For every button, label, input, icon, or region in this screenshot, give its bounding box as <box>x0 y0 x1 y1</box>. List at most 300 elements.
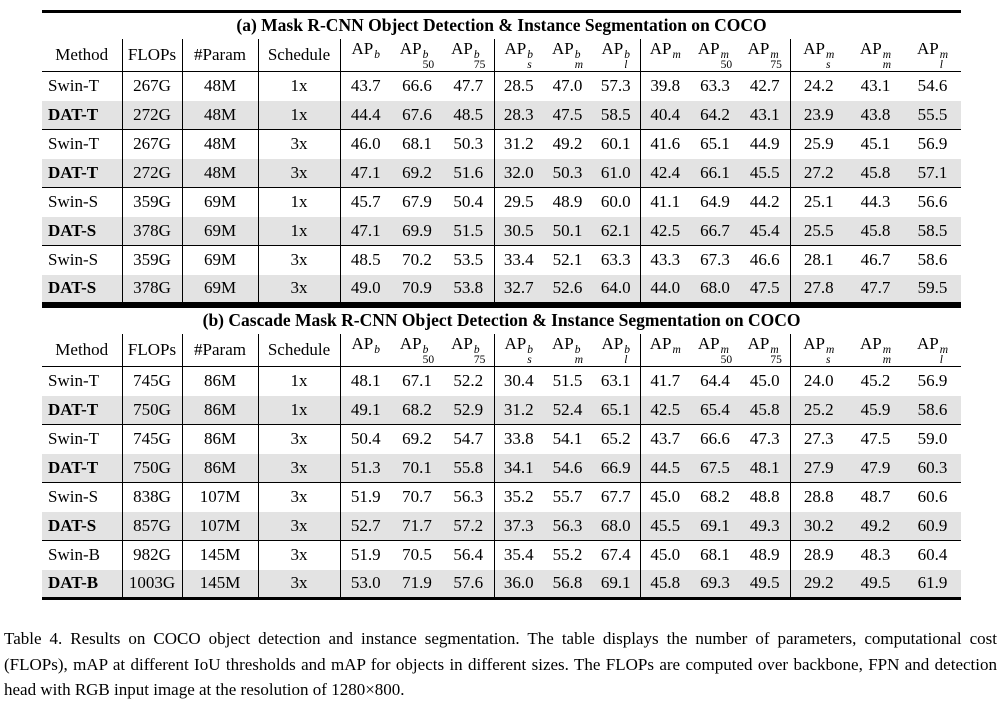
cell-ap-value: 48.9 <box>740 541 790 570</box>
cell-flops: 982G <box>122 541 182 570</box>
cell-ap-value: 47.9 <box>860 457 891 477</box>
cell-schedule: 3x <box>258 159 340 188</box>
column-header-param: #Param <box>182 39 258 72</box>
cell-flops: 359G <box>122 246 182 275</box>
cell-ap-value: 57.6 <box>453 573 484 593</box>
cell-method: DAT-S <box>48 278 97 298</box>
cell-ap-value: 53.0 <box>340 570 391 599</box>
cell-ap-value: 29.2 <box>790 570 847 599</box>
column-header-ap: AP b m <box>543 334 592 367</box>
ap-superscript-subscript: m 50 <box>720 49 733 72</box>
cell-param: 69M <box>182 246 258 275</box>
cell-ap-value: 55.7 <box>543 483 592 512</box>
cell-ap-value: 42.5 <box>640 217 690 246</box>
cell-ap-value: 60.3 <box>917 457 948 477</box>
cell-ap-value: 45.0 <box>640 541 690 570</box>
cell-ap-value: 69.1 <box>600 573 631 593</box>
cell-schedule: 3x <box>258 454 340 483</box>
cell-ap-value: 45.0 <box>749 371 780 391</box>
cell-param: 86M <box>182 367 258 396</box>
column-header-ap: AP b s <box>494 39 543 72</box>
ap-superscript-subscript: m <box>672 49 681 62</box>
cell-ap-value: 36.0 <box>494 570 543 599</box>
cell-ap-value: 47.1 <box>340 159 391 188</box>
cell-ap-value: 70.1 <box>402 457 432 477</box>
column-header-ap: AP m l <box>904 39 961 72</box>
cell-param: 69M <box>182 275 258 304</box>
results-table-b <box>42 305 961 600</box>
cell-ap-value: 54.6 <box>552 457 583 477</box>
cell-ap-value: 30.4 <box>494 367 543 396</box>
cell-ap-value: 53.8 <box>453 278 484 298</box>
cell-flops: 272G <box>122 101 182 130</box>
cell-ap-value: 45.8 <box>860 162 891 182</box>
cell-ap-value: 48.3 <box>847 541 904 570</box>
cell-ap-value: 67.5 <box>700 457 730 477</box>
cell-param: 69M <box>182 217 258 246</box>
column-header-ap: AP m s <box>790 39 847 72</box>
column-header-ap: AP m 50 <box>690 39 740 72</box>
cell-flops: 750G <box>122 454 182 483</box>
cell-ap-value: 47.7 <box>860 278 891 298</box>
cell-ap-value: 60.0 <box>592 188 640 217</box>
cell-ap-value: 53.5 <box>443 246 494 275</box>
cell-ap-value: 70.5 <box>391 541 443 570</box>
cell-param: 86M <box>182 396 258 425</box>
cell-method: DAT-B <box>48 573 99 593</box>
cell-ap-value: 43.7 <box>640 425 690 454</box>
cell-ap-value: 65.1 <box>690 130 740 159</box>
column-header-ap: AP m 75 <box>740 334 790 367</box>
cell-method: DAT-T <box>48 399 99 419</box>
cell-method: DAT-T <box>48 162 99 182</box>
ap-superscript-subscript: m l <box>939 49 949 72</box>
cell-schedule: 3x <box>258 483 340 512</box>
cell-ap-value: 54.6 <box>917 76 948 96</box>
cell-flops: 745G <box>122 367 182 396</box>
cell-ap-value: 55.2 <box>543 541 592 570</box>
cell-ap-value: 49.5 <box>860 573 891 593</box>
cell-flops: 378G <box>122 275 182 304</box>
cell-ap-value: 59.0 <box>904 425 961 454</box>
cell-method: Swin-S <box>42 246 122 275</box>
ap-superscript-subscript: b <box>374 344 380 357</box>
cell-flops: 267G <box>122 130 182 159</box>
ap-superscript-subscript: m m <box>882 49 892 72</box>
cell-ap-value: 63.1 <box>600 371 631 391</box>
cell-ap-value: 69.3 <box>700 573 730 593</box>
cell-ap-value: 45.4 <box>749 220 780 240</box>
cell-ap-value: 63.3 <box>700 76 730 96</box>
cell-ap-value: 51.9 <box>340 541 391 570</box>
cell-ap-value: 25.2 <box>790 396 847 425</box>
column-header-ap: AP b m <box>543 39 592 72</box>
cell-ap-value: 60.6 <box>904 483 961 512</box>
cell-ap-value: 45.7 <box>340 188 391 217</box>
cell-ap-value: 30.2 <box>790 512 847 541</box>
cell-ap-value: 49.2 <box>860 515 891 535</box>
cell-method: Swin-B <box>42 541 122 570</box>
cell-ap-value: 56.6 <box>904 188 961 217</box>
cell-ap-value: 45.8 <box>640 570 690 599</box>
cell-ap-value: 44.2 <box>740 188 790 217</box>
cell-flops: 1003G <box>122 570 182 599</box>
cell-schedule: 3x <box>258 246 340 275</box>
cell-ap-value: 51.5 <box>552 371 583 391</box>
cell-ap-value: 67.1 <box>402 371 432 391</box>
cell-ap-value: 52.4 <box>552 399 583 419</box>
cell-ap-value: 49.2 <box>543 130 592 159</box>
cell-ap-value: 58.6 <box>904 246 961 275</box>
cell-param: 48M <box>182 72 258 101</box>
cell-ap-value: 64.2 <box>700 104 730 124</box>
column-header-ap: AP b l <box>592 39 640 72</box>
cell-ap-value: 40.4 <box>640 101 690 130</box>
cell-flops: 750G <box>122 396 182 425</box>
cell-ap-value: 45.5 <box>640 512 690 541</box>
cell-ap-value: 67.3 <box>690 246 740 275</box>
cell-ap-value: 24.2 <box>790 72 847 101</box>
column-header-ap: AP m s <box>790 334 847 367</box>
cell-ap-value: 57.2 <box>453 515 484 535</box>
column-header-param: #Param <box>182 334 258 367</box>
cell-param: 145M <box>182 570 258 599</box>
cell-ap-value: 44.5 <box>640 454 690 483</box>
cell-ap-value: 63.3 <box>592 246 640 275</box>
cell-ap-value: 48.5 <box>340 246 391 275</box>
cell-param: 69M <box>182 188 258 217</box>
cell-ap-value: 39.8 <box>640 72 690 101</box>
ap-superscript-subscript: b <box>374 49 380 62</box>
cell-schedule: 3x <box>258 130 340 159</box>
cell-ap-value: 43.8 <box>860 104 891 124</box>
cell-ap-value: 64.4 <box>700 371 730 391</box>
cell-method: Swin-S <box>42 188 122 217</box>
ap-superscript-subscript: b s <box>527 49 533 72</box>
cell-schedule: 1x <box>258 72 340 101</box>
cell-ap-value: 71.9 <box>402 573 432 593</box>
table-title: (a) Mask R-CNN Object Detection & Instance Segmentation on COCO <box>236 15 767 36</box>
cell-ap-value: 51.9 <box>340 483 391 512</box>
column-header-ap: AP b 50 <box>391 39 443 72</box>
column-header-schedule: Schedule <box>258 39 340 72</box>
table-row <box>42 72 961 101</box>
ap-superscript-subscript: m 50 <box>720 344 733 367</box>
cell-ap-value: 33.8 <box>494 425 543 454</box>
cell-ap-value: 47.0 <box>552 76 583 96</box>
cell-ap-value: 28.9 <box>790 541 847 570</box>
cell-ap-value: 48.1 <box>749 457 780 477</box>
cell-ap-value: 45.2 <box>860 371 891 391</box>
cell-ap-value: 47.3 <box>740 425 790 454</box>
cell-ap-value: 70.2 <box>391 246 443 275</box>
cell-ap-value: 46.0 <box>340 130 391 159</box>
ap-superscript-subscript: b 50 <box>422 49 435 72</box>
ap-superscript-subscript: b l <box>624 49 630 72</box>
cell-ap-value: 60.1 <box>592 130 640 159</box>
table-row <box>42 425 961 454</box>
cell-ap-value: 54.1 <box>543 425 592 454</box>
table-row <box>42 130 961 159</box>
cell-ap-value: 48.9 <box>543 188 592 217</box>
cell-ap-value: 61.0 <box>600 162 631 182</box>
cell-ap-value: 52.6 <box>552 278 583 298</box>
column-header-ap: AP m <box>640 39 690 72</box>
cell-schedule: 1x <box>258 396 340 425</box>
cell-ap-value: 44.0 <box>640 275 690 304</box>
cell-ap-value: 56.9 <box>917 371 948 391</box>
cell-ap-value: 70.7 <box>391 483 443 512</box>
cell-flops: 267G <box>122 72 182 101</box>
cell-ap-value: 52.1 <box>543 246 592 275</box>
cell-ap-value: 56.9 <box>904 130 961 159</box>
cell-ap-value: 55.8 <box>453 457 484 477</box>
table-row <box>42 217 961 246</box>
cell-ap-value: 66.7 <box>700 220 730 240</box>
cell-ap-value: 47.5 <box>552 104 583 124</box>
cell-ap-value: 49.1 <box>340 396 391 425</box>
cell-method: Swin-T <box>42 425 122 454</box>
cell-param: 48M <box>182 159 258 188</box>
cell-ap-value: 69.9 <box>402 220 432 240</box>
cell-ap-value: 41.1 <box>640 188 690 217</box>
column-header-method: Method <box>42 334 122 367</box>
cell-ap-value: 23.9 <box>790 101 847 130</box>
cell-ap-value: 28.1 <box>790 246 847 275</box>
ap-superscript-subscript: m m <box>882 344 892 367</box>
cell-ap-value: 48.7 <box>847 483 904 512</box>
cell-schedule: 3x <box>258 512 340 541</box>
column-header-ap: AP m m <box>847 39 904 72</box>
cell-ap-value: 56.8 <box>552 573 583 593</box>
cell-ap-value: 51.6 <box>453 162 484 182</box>
cell-ap-value: 45.1 <box>847 130 904 159</box>
cell-ap-value: 27.2 <box>790 159 847 188</box>
cell-ap-value: 67.7 <box>592 483 640 512</box>
cell-param: 86M <box>182 454 258 483</box>
column-header-ap: AP b 50 <box>391 334 443 367</box>
cell-ap-value: 60.9 <box>917 515 948 535</box>
cell-ap-value: 69.2 <box>402 162 432 182</box>
table-row <box>42 541 961 570</box>
cell-ap-value: 35.2 <box>494 483 543 512</box>
cell-param: 107M <box>182 483 258 512</box>
ap-superscript-subscript: m <box>672 344 681 357</box>
cell-ap-value: 27.3 <box>790 425 847 454</box>
cell-ap-value: 48.5 <box>453 104 484 124</box>
cell-param: 48M <box>182 101 258 130</box>
cell-method: Swin-S <box>42 483 122 512</box>
cell-param: 48M <box>182 130 258 159</box>
cell-ap-value: 37.3 <box>494 512 543 541</box>
table-row <box>42 396 961 425</box>
cell-method: DAT-T <box>48 457 99 477</box>
ap-superscript-subscript: m 75 <box>770 344 782 367</box>
cell-ap-value: 45.5 <box>749 162 780 182</box>
cell-ap-value: 67.9 <box>391 188 443 217</box>
cell-ap-value: 51.5 <box>453 220 484 240</box>
column-header-method: Method <box>42 39 122 72</box>
cell-param: 145M <box>182 541 258 570</box>
cell-ap-value: 25.1 <box>790 188 847 217</box>
ap-superscript-subscript: m l <box>939 344 949 367</box>
cell-schedule: 1x <box>258 217 340 246</box>
ap-superscript-subscript: b s <box>527 344 533 367</box>
cell-flops: 272G <box>122 159 182 188</box>
cell-ap-value: 61.9 <box>917 573 948 593</box>
cell-ap-value: 60.4 <box>904 541 961 570</box>
cell-ap-value: 27.8 <box>790 275 847 304</box>
cell-ap-value: 58.5 <box>600 104 631 124</box>
cell-ap-value: 66.6 <box>402 76 432 96</box>
column-header-ap: AP m m <box>847 334 904 367</box>
table-row <box>42 188 961 217</box>
cell-flops: 838G <box>122 483 182 512</box>
cell-ap-value: 44.9 <box>740 130 790 159</box>
results-table-a <box>42 10 961 305</box>
cell-ap-value: 35.4 <box>494 541 543 570</box>
cell-ap-value: 43.1 <box>860 76 891 96</box>
cell-ap-value: 65.1 <box>600 399 631 419</box>
cell-ap-value: 55.5 <box>917 104 948 124</box>
cell-schedule: 1x <box>258 367 340 396</box>
cell-ap-value: 28.8 <box>790 483 847 512</box>
cell-ap-value: 65.2 <box>592 425 640 454</box>
ap-superscript-subscript: m 75 <box>770 49 782 72</box>
column-header-ap: AP b <box>340 39 391 72</box>
cell-ap-value: 31.2 <box>494 130 543 159</box>
table-row <box>42 275 961 304</box>
cell-ap-value: 29.5 <box>494 188 543 217</box>
cell-ap-value: 52.2 <box>453 371 484 391</box>
cell-ap-value: 46.7 <box>847 246 904 275</box>
cell-ap-value: 50.3 <box>552 162 583 182</box>
column-header-flops: FLOPs <box>122 39 182 72</box>
column-header-ap: AP m 50 <box>690 334 740 367</box>
cell-flops: 857G <box>122 512 182 541</box>
cell-ap-value: 25.5 <box>790 217 847 246</box>
column-header-ap: AP m <box>640 334 690 367</box>
table-row <box>42 454 961 483</box>
cell-ap-value: 45.0 <box>640 483 690 512</box>
table-row <box>42 101 961 130</box>
cell-ap-value: 47.1 <box>340 217 391 246</box>
cell-ap-value: 44.4 <box>340 101 391 130</box>
cell-ap-value: 49.3 <box>749 515 780 535</box>
cell-method: Swin-T <box>42 130 122 159</box>
cell-ap-value: 64.9 <box>690 188 740 217</box>
cell-ap-value: 57.1 <box>917 162 948 182</box>
cell-ap-value: 56.4 <box>443 541 494 570</box>
cell-ap-value: 68.2 <box>402 399 432 419</box>
column-header-ap: AP b <box>340 334 391 367</box>
cell-ap-value: 31.2 <box>494 396 543 425</box>
cell-ap-value: 44.3 <box>847 188 904 217</box>
column-header-ap: AP b 75 <box>443 334 494 367</box>
cell-ap-value: 58.6 <box>917 399 948 419</box>
cell-method: Swin-T <box>48 76 99 96</box>
cell-ap-value: 58.5 <box>917 220 948 240</box>
cell-ap-value: 45.9 <box>860 399 891 419</box>
results-tables-container <box>0 10 1003 600</box>
column-header-schedule: Schedule <box>258 334 340 367</box>
cell-ap-value: 67.6 <box>402 104 432 124</box>
cell-ap-value: 68.1 <box>391 130 443 159</box>
cell-ap-value: 49.5 <box>749 573 780 593</box>
cell-ap-value: 52.7 <box>340 512 391 541</box>
cell-method: DAT-S <box>48 515 97 535</box>
cell-ap-value: 68.2 <box>690 483 740 512</box>
cell-schedule: 3x <box>258 541 340 570</box>
ap-superscript-subscript: b m <box>574 344 584 367</box>
cell-ap-value: 45.8 <box>749 399 780 419</box>
cell-ap-value: 41.6 <box>640 130 690 159</box>
cell-ap-value: 68.0 <box>600 515 631 535</box>
cell-ap-value: 43.1 <box>749 104 780 124</box>
cell-ap-value: 64.0 <box>600 278 631 298</box>
cell-ap-value: 25.9 <box>790 130 847 159</box>
cell-schedule: 3x <box>258 275 340 304</box>
cell-ap-value: 43.3 <box>640 246 690 275</box>
cell-ap-value: 65.4 <box>700 399 730 419</box>
ap-superscript-subscript: m s <box>825 49 835 72</box>
cell-ap-value: 30.5 <box>494 217 543 246</box>
cell-ap-value: 56.3 <box>443 483 494 512</box>
cell-param: 107M <box>182 512 258 541</box>
cell-ap-value: 42.4 <box>640 159 690 188</box>
cell-ap-value: 46.6 <box>740 246 790 275</box>
cell-ap-value: 66.6 <box>690 425 740 454</box>
cell-method: Swin-T <box>48 371 99 391</box>
cell-ap-value: 57.3 <box>600 76 631 96</box>
cell-ap-value: 48.8 <box>740 483 790 512</box>
cell-method: DAT-S <box>48 220 97 240</box>
cell-param: 86M <box>182 425 258 454</box>
column-header-flops: FLOPs <box>122 334 182 367</box>
cell-ap-value: 42.7 <box>749 76 780 96</box>
cell-ap-value: 42.5 <box>640 396 690 425</box>
cell-schedule: 3x <box>258 570 340 599</box>
cell-ap-value: 33.4 <box>494 246 543 275</box>
ap-superscript-subscript: b 50 <box>422 344 435 367</box>
cell-flops: 359G <box>122 188 182 217</box>
cell-ap-value: 62.1 <box>600 220 631 240</box>
cell-ap-value: 47.5 <box>749 278 780 298</box>
column-header-ap: AP b l <box>592 334 640 367</box>
cell-ap-value: 69.1 <box>700 515 730 535</box>
cell-ap-value: 54.7 <box>443 425 494 454</box>
ap-superscript-subscript: b 75 <box>473 344 486 367</box>
ap-superscript-subscript: b m <box>574 49 584 72</box>
cell-ap-value: 32.0 <box>494 159 543 188</box>
cell-ap-value: 41.7 <box>640 367 690 396</box>
cell-ap-value: 48.1 <box>340 367 391 396</box>
cell-ap-value: 28.3 <box>494 101 543 130</box>
cell-ap-value: 52.9 <box>453 399 484 419</box>
table-row <box>42 367 961 396</box>
cell-ap-value: 28.5 <box>494 72 543 101</box>
cell-ap-value: 34.1 <box>494 454 543 483</box>
table-row <box>42 246 961 275</box>
table-row <box>42 483 961 512</box>
cell-schedule: 3x <box>258 425 340 454</box>
table-caption: Table 4. Results on COCO object detection and instance segmentation. The table displays the number of parameters, computational cost (FLOPs), mAP at different IoU thresholds and mAP for objects in different sizes. The FLOPs are computed over backbone, FPN and detection head with RGB input image at the resolution of 1280×800. <box>4 629 997 699</box>
column-header-ap: AP m l <box>904 334 961 367</box>
cell-ap-value: 24.0 <box>790 367 847 396</box>
cell-ap-value: 51.3 <box>340 454 391 483</box>
cell-ap-value: 66.1 <box>700 162 730 182</box>
cell-flops: 745G <box>122 425 182 454</box>
